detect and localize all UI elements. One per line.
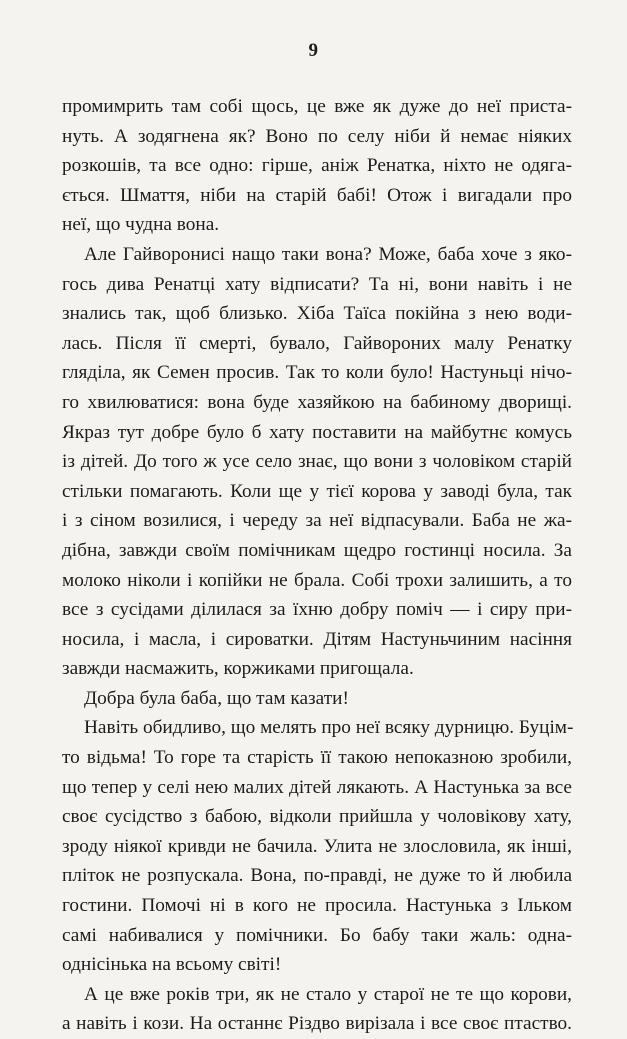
text-line: гляділа, як Семен просив. Так то коли було! Настуньці нічо- xyxy=(62,362,572,384)
text-line: однісінька на всьому світі! xyxy=(62,954,282,976)
text-line: Якраз тут добре було б хату поставити на майбутнє комусь xyxy=(62,421,572,443)
text-line: Навіть обидливо, що мелять про неї всяку дурницю. Буцім- xyxy=(84,717,574,739)
text-line: носила, і масла, і сироватки. Дітям Настуньчиним насіння xyxy=(62,628,572,650)
text-line: самі набивалися у помічники. Бо бабу таки жаль: одна- xyxy=(62,924,572,946)
page-number: 9 xyxy=(308,40,319,61)
text-line: молоко ніколи і копійки не брала. Собі трохи залишить, а то xyxy=(62,569,572,591)
text-line: розкошів, та все одно: гірше, аніж Ренатка, ніхто не одяга- xyxy=(62,155,572,177)
text-line: зроду ніякої кривди не бачила. Улита не злословила, як інші, xyxy=(62,835,572,857)
text-line: А це вже років три, як не стало у старої не те що корови, xyxy=(84,983,572,1005)
text-line: із дітей. До того ж усе село знає, що вони з чоловіком старій xyxy=(62,451,572,473)
text-line: стільки помагають. Коли ще у тієї корова у заводі була, так xyxy=(62,480,572,502)
text-line: завжди насмажить, коржиками пригощала. xyxy=(62,658,414,680)
text-line: знались так, щоб близько. Хіба Таїса покійна з нею води- xyxy=(62,303,572,325)
text-line: своє сусідство з бабою, відколи прийшла у чоловікову хату, xyxy=(62,806,572,828)
text-line: то відьма! То горе та старість її такою непоказною зробили, xyxy=(62,747,572,769)
text-line: пліток не розпускала. Вона, по-правді, не дуже то й любила xyxy=(62,865,572,887)
text-line: Але Гайворонисі нащо таки вона? Може, баба хоче з яко- xyxy=(84,243,572,265)
text-line: дібна, завжди своїм помічникам щедро гостинці носила. За xyxy=(62,539,572,561)
text-line: го хвилюватися: вона буде хазяйкою на бабиному дворищі. xyxy=(62,391,572,413)
text-line: гостини. Помочі ні в кого не просила. Настунька з Ільком xyxy=(62,895,572,917)
text-line: ється. Шмаття, ніби на старій бабі! Отож і вигадали про xyxy=(62,184,572,206)
text-line: гось дива Ренатці хату відписати? Та ні, вони навіть і не xyxy=(62,273,572,295)
text-line: нуть. А зодягнена як? Воно по селу ніби й немає ніяких xyxy=(62,125,572,147)
text-line: промимрить там собі щось, це вже як дуже до неї приста- xyxy=(62,96,572,117)
text-line: лась. Після її смерті, бувало, Гайвороних малу Ренатку xyxy=(62,332,572,354)
text-line: все з сусідами ділилася за їхню добру поміч — і сиру при- xyxy=(62,599,572,621)
text-line: і з сіном возилися, і череду за неї відпасували. Баба не жа- xyxy=(62,510,572,532)
body-text xyxy=(62,92,572,1039)
text-line: що тепер у селі нею малих дітей лякають. А Настунька за все xyxy=(62,776,572,798)
text-line: Добра була баба, що там казати! xyxy=(84,687,349,709)
text-line: а навіть і кози. На останнє Різдво вирізала і все своє птаство. xyxy=(62,1013,572,1035)
text-line: неї, що чудна вона. xyxy=(62,214,220,236)
